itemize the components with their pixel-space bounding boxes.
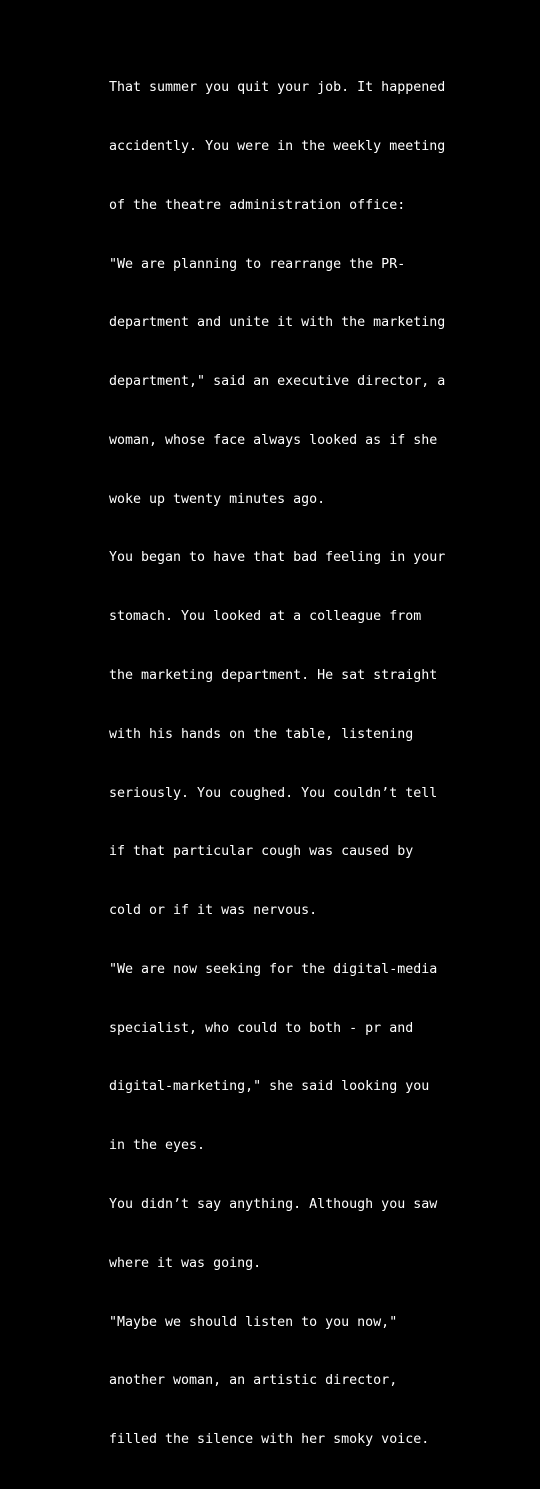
story-line: woke up twenty minutes ago. xyxy=(109,491,326,507)
story-line: if that particular cough was caused by xyxy=(109,844,414,860)
story-line: digital-marketing," she said looking you xyxy=(109,1079,430,1095)
story-line: You began to have that bad feeling in your xyxy=(109,550,446,566)
story-line: filled the silence with her smoky voice. xyxy=(109,1432,430,1448)
story-line: stomach. You looked at a colleague from xyxy=(109,609,422,625)
story-line: That summer you quit your job. It happened xyxy=(109,80,446,96)
story-line: specialist, who could to both - pr and xyxy=(109,1020,414,1036)
story-line: cold or if it was nervous. xyxy=(109,903,318,919)
story-line: department and unite it with the marketing xyxy=(109,315,446,331)
story-line: "We are planning to rearrange the PR- xyxy=(109,256,406,272)
story-line: seriously. You coughed. You couldn’t tell xyxy=(109,785,438,801)
story-line: with his hands on the table, listening xyxy=(109,726,414,742)
story-line: You didn’t say anything. Although you saw xyxy=(109,1197,438,1213)
story-line: accidently. You were in the weekly meeting xyxy=(109,138,446,154)
story-line: department," said an executive director, a xyxy=(109,374,446,390)
story-line: the marketing department. He sat straight xyxy=(109,668,438,683)
story-line: another woman, an artistic director, xyxy=(109,1373,398,1389)
story-line: in the eyes. xyxy=(109,1138,206,1154)
story-line: of the theatre administration office: xyxy=(109,197,406,213)
story-line: "Maybe we should listen to you now," xyxy=(109,1314,398,1330)
story-text xyxy=(109,39,446,1489)
story-line: "We are now seeking for the digital-media xyxy=(109,961,438,977)
story-line: where it was going. xyxy=(109,1255,262,1271)
story-line: woman, whose face always looked as if she xyxy=(109,432,438,448)
